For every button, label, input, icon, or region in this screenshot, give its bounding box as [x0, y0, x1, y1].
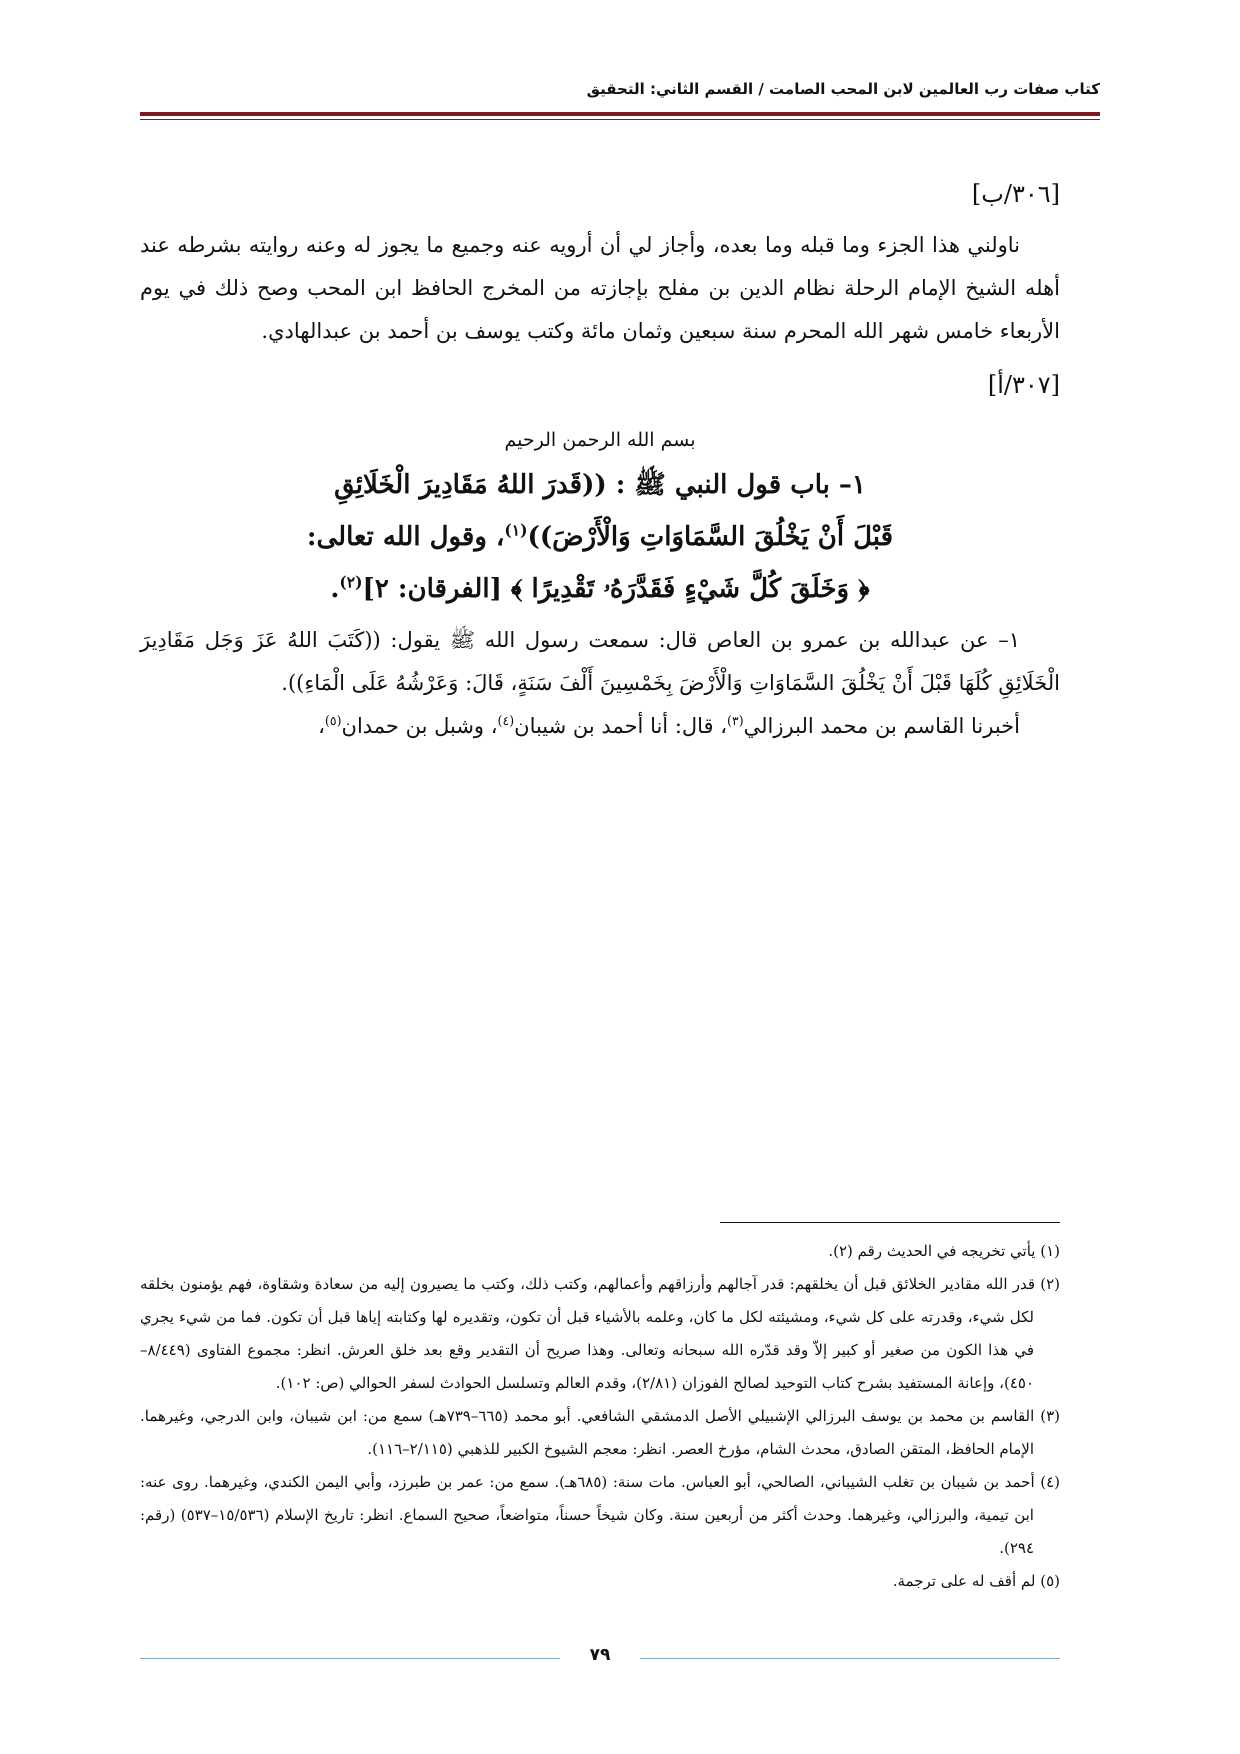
- quran-verse-tail: .: [330, 574, 340, 604]
- footnote-4: (٤) أحمد بن شيبان بن تغلب الشيباني، الصالحي، أبو العباس. مات سنة: (٦٨٥هـ). سمع من: عمر بن طبرزد، وأبي اليمن الكندي، وغيرهما. روى عنه: ابن تيمية، والبرزالي، وغيرهما. وحدث أكثر من أربعين سنة. وكان شيخاً حسناً، متواضعاً، صحيح السماع. انظر: تاريخ الإسلام (١٥/٥٣٦–٥٣٧) (رقم: ٢٩٤).: [140, 1473, 1060, 1557]
- chapter-title-line-2-text: قَبْلَ أَنْ يَخْلُقَ السَّمَاوَاتِ وَالْأَرْضَ)): [527, 522, 894, 552]
- basmala: بسم الله الرحمن الرحيم: [504, 429, 696, 451]
- manuscript-folio-marker: [٣٠٧/أ]: [987, 371, 1060, 399]
- footnote-ref: (٢): [339, 572, 363, 592]
- footnotes-section: [140, 1222, 1060, 1598]
- hadith-paragraph: ١– عن عبدالله بن عمرو بن العاص قال: سمعت رسول الله ﷺ يقول: ((كَتَبَ اللهُ عَزَ وَجَل مَقَادِيرَ الْخَلَائِقِ كُلَهَا قَبْلَ أَنْ يَخْلُقَ السَّمَاوَاتِ وَالْأَرْضَ بِخَمْسِينَ أَلْفَ سَنَةٍ، قَالَ: وَعَرْشُهُ عَلَى الْمَاءِ)).: [140, 628, 1060, 695]
- footnote-ref: (٥): [324, 713, 342, 728]
- isnad-text: ، قال: أنا أحمد بن شيبان: [514, 714, 728, 738]
- quran-verse: [140, 563, 1060, 615]
- footer-rule-left: [140, 1658, 560, 1659]
- footnote-separator: [720, 1222, 1060, 1223]
- isnad-paragraph: [140, 705, 1060, 748]
- chapter-title-line-1: ١– باب قول النبي ﷺ : ((قَدرَ اللهُ مَقَادِيرَ الْخَلَائِقِ: [334, 470, 866, 500]
- footnote-ref: (٤): [497, 713, 515, 728]
- footnote-ref: (١): [504, 520, 528, 540]
- footnote-3: (٣) القاسم بن محمد بن يوسف البرزالي الإشبيلي الأصل الدمشقي الشافعي. أبو محمد (٦٦٥–٧٣٩هـ) سمع من: ابن شيبان، وابن الدرجي، وغيرهما. الإمام الحافظ، المتقن الصادق، محدث الشام، مؤرخ العصر. انظر: معجم الشيوخ الكبير للذهبي (٢/١١٥–١١٦).: [140, 1407, 1060, 1458]
- quran-verse-text: ﴿ وَخَلَقَ كُلَّ شَيْءٍ فَقَدَّرَهُۥ تَقْدِيرًا ﴾ [الفرقان: ٢]: [362, 574, 870, 604]
- header-rule-thin: [140, 119, 1100, 120]
- chapter-title-line-2: [140, 511, 1060, 563]
- isnad-text: ،: [318, 714, 325, 738]
- footer-rule-right: [640, 1658, 1060, 1659]
- manuscript-folio-marker: [٣٠٦/ب]: [971, 180, 1060, 208]
- running-header: كتاب صفات رب العالمين لابن المحب الصامت / القسم الثاني: التحقيق: [586, 80, 1100, 98]
- footnote-2: (٢) قدر الله مقادير الخلائق قبل أن يخلقهم: قدر آجالهم وأرزاقهم وأعمالهم، وكتب ذلك، وكتب ما يصيرون إليه من سعادة وشقاوة، فهم يؤمنون بخلقه لكل شيء، وقدرته على كل شيء، ومشيئته لكل ما كان، وعلمه بالأشياء قبل أن تكون، وتقديره لها وكتابته إياها قبل أن تكون. فما من شيء يجري في هذا الكون من صغير أو كبير إلاّ وقد قدّره الله سبحانه وتعالى. وهذا صريح أن التقدير وقع بعد خلق العرش. انظر: مجموع الفتاوى (٨/٤٤٩–٤٥٠)، وإعانة المستفيد بشرح كتاب التوحيد لصالح الفوزان (٢/٨١)، وقدم العالم وتسلسل الحوادث لسفر الحوالي (ص: ١٠٢).: [140, 1275, 1060, 1392]
- main-content: [140, 180, 1060, 748]
- footnote-5: (٥) لم أقف له على ترجمة.: [892, 1572, 1060, 1590]
- chapter-title: [140, 459, 1060, 615]
- isnad-text: أخبرنا القاسم بن محمد البرزالي: [743, 714, 1020, 738]
- footnote-ref: (٣): [727, 713, 744, 728]
- footnote-1: (١) يأتي تخريجه في الحديث رقم (٢).: [828, 1242, 1060, 1260]
- colophon-paragraph: ناولني هذا الجزء وما قبله وما بعده، وأجاز لي أن أرويه عنه وجميع ما يجوز له وعنه روايته بشرطه عند أهله الشيخ الإمام الرحلة نظام الدين بن مفلح بإجازته من المخرج الحافظ ابن المحب وصح ذلك في يوم الأربعاء خامس شهر الله المحرم سنة سبعين وثمان مائة وكتب يوسف بن أحمد بن عبدالهادي.: [140, 233, 1060, 343]
- page-number: ٧٩: [589, 1645, 611, 1665]
- isnad-text: ، وشبل بن حمدان: [341, 714, 498, 738]
- header-rule-thick: [140, 112, 1100, 116]
- chapter-title-line-2-tail: ، وقول الله تعالى:: [306, 522, 505, 552]
